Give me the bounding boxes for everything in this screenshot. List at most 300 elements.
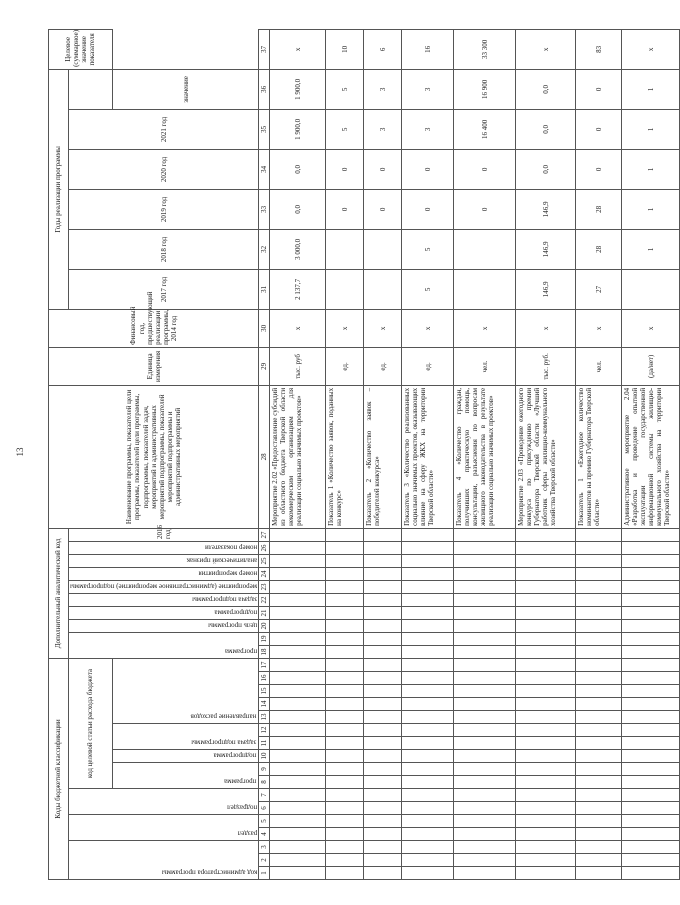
header-year-2019: 2019 год — [69, 189, 259, 229]
table-row — [364, 29, 402, 879]
row-year-value: 5 — [326, 69, 364, 109]
code-cell — [576, 672, 622, 685]
code-cell — [622, 763, 680, 776]
row-year-value: 0 — [326, 149, 364, 189]
column-number: 3 — [259, 841, 270, 854]
code-cell — [270, 606, 326, 619]
code-cell — [576, 658, 622, 671]
code-cell — [454, 658, 516, 671]
code-cell — [622, 541, 680, 554]
code-cell — [516, 567, 576, 580]
row-year-value: 2 137,7 — [270, 269, 326, 309]
code-cell — [326, 776, 364, 789]
code-cell — [516, 854, 576, 867]
code-cell — [622, 619, 680, 632]
code-cell — [516, 711, 576, 724]
code-cell — [576, 645, 622, 658]
header-budget-codes: Коды бюджетной классификации — [49, 658, 69, 879]
code-cell — [326, 750, 364, 763]
code-cell — [402, 737, 454, 750]
row-year-value: 0 — [364, 189, 402, 229]
row-unit: тыс. руб. — [516, 347, 576, 385]
code-cell — [454, 828, 516, 841]
code-cell — [454, 593, 516, 606]
header-nomer-meropriyatiya: номер мероприятия — [69, 567, 259, 580]
code-cell — [622, 854, 680, 867]
row-year-value: 5 — [402, 229, 454, 269]
row-year-value: 146,9 — [516, 229, 576, 269]
column-number: 10 — [259, 750, 270, 763]
program-table — [48, 29, 680, 880]
row-year-value: 28 — [576, 189, 622, 229]
code-cell — [516, 554, 576, 567]
header-year-2016: 2016 год — [69, 528, 259, 541]
code-cell — [454, 645, 516, 658]
code-cell — [622, 672, 680, 685]
header-edinica: Единица измерения — [49, 347, 259, 385]
code-cell — [364, 750, 402, 763]
table-row — [326, 29, 364, 879]
code-cell — [516, 606, 576, 619]
row-year-value: 0,0 — [270, 189, 326, 229]
column-number: 20 — [259, 619, 270, 632]
code-cell — [326, 854, 364, 867]
code-cell — [364, 645, 402, 658]
code-cell — [576, 815, 622, 828]
code-cell — [402, 580, 454, 593]
row-year-value — [454, 229, 516, 269]
column-number: 15 — [259, 685, 270, 698]
code-cell — [576, 698, 622, 711]
code-cell — [622, 685, 680, 698]
row-year-value: 1 — [622, 149, 680, 189]
code-cell — [364, 672, 402, 685]
code-cell — [576, 763, 622, 776]
row-year-value — [326, 229, 364, 269]
code-cell — [364, 802, 402, 815]
code-cell — [516, 776, 576, 789]
row-year-value — [454, 269, 516, 309]
row-year-value: 146,9 — [516, 269, 576, 309]
code-cell — [622, 828, 680, 841]
row-year-value: 0 — [576, 149, 622, 189]
code-cell — [326, 606, 364, 619]
column-number: 12 — [259, 724, 270, 737]
row-year-value: 0 — [364, 149, 402, 189]
code-cell — [454, 606, 516, 619]
code-cell — [576, 632, 622, 645]
column-number: 29 — [259, 347, 270, 385]
rotated-table-container — [48, 29, 672, 880]
row-year-value: 0,0 — [516, 109, 576, 149]
code-cell — [576, 580, 622, 593]
column-number: 22 — [259, 593, 270, 606]
code-cell — [516, 828, 576, 841]
row-year-value — [364, 269, 402, 309]
row-unit: тыс. руб — [270, 347, 326, 385]
code-cell — [326, 541, 364, 554]
code-cell — [622, 580, 680, 593]
row-total: х — [516, 29, 576, 69]
code-cell — [622, 632, 680, 645]
code-cell — [270, 593, 326, 606]
code-cell — [364, 763, 402, 776]
code-cell — [622, 724, 680, 737]
code-cell — [454, 724, 516, 737]
code-cell — [326, 645, 364, 658]
code-cell — [270, 619, 326, 632]
row-name: Мероприятие 2.03 «Проведение ежегодного конкурса по присуждению премии Губернатора Тверской области «Лучший работник сферы жилищно-коммунального хозяйства Тверской области» — [516, 385, 576, 528]
row-fin-year: х — [622, 309, 680, 347]
row-name: Показатель 1 «Количество заявок, поданных на конкурс» — [326, 385, 364, 528]
column-number: 18 — [259, 645, 270, 658]
code-cell — [402, 724, 454, 737]
column-number: 5 — [259, 815, 270, 828]
code-cell — [270, 763, 326, 776]
code-cell — [326, 802, 364, 815]
row-name: Административное мероприятие 2.04 «Разработка и проведение опытной эксплуатации государственной информационной системы жилищно-коммунального хозяйства на территории Тверской области» — [622, 385, 680, 528]
code-cell — [454, 528, 516, 541]
code-cell — [454, 554, 516, 567]
row-name: Показатель 2 «Количество заявок – победителей конкурса» — [364, 385, 402, 528]
code-cell — [364, 593, 402, 606]
code-cell — [364, 541, 402, 554]
code-cell — [364, 632, 402, 645]
table-row — [270, 29, 326, 879]
row-year-value: 0 — [576, 69, 622, 109]
code-cell — [364, 737, 402, 750]
code-cell — [364, 828, 402, 841]
column-number: 23 — [259, 580, 270, 593]
row-year-value: 3 — [364, 109, 402, 149]
code-cell — [576, 567, 622, 580]
code-cell — [270, 711, 326, 724]
column-number: 1 — [259, 867, 270, 880]
code-cell — [402, 867, 454, 880]
column-number: 36 — [259, 69, 270, 109]
code-cell — [516, 658, 576, 671]
code-cell — [326, 737, 364, 750]
code-cell — [364, 619, 402, 632]
column-number: 14 — [259, 698, 270, 711]
code-cell — [576, 802, 622, 815]
header-admin-code: код администратора программы — [69, 841, 259, 880]
code-cell — [454, 698, 516, 711]
code-cell — [622, 593, 680, 606]
code-cell — [326, 841, 364, 854]
code-cell — [402, 567, 454, 580]
row-year-value: 146,9 — [516, 189, 576, 229]
code-cell — [364, 606, 402, 619]
column-number: 33 — [259, 189, 270, 229]
row-fin-year: х — [326, 309, 364, 347]
row-unit: ед. — [364, 347, 402, 385]
code-cell — [402, 711, 454, 724]
column-number: 31 — [259, 269, 270, 309]
code-cell — [454, 841, 516, 854]
code-cell — [326, 580, 364, 593]
code-cell — [576, 854, 622, 867]
code-cell — [516, 750, 576, 763]
code-cell — [326, 632, 364, 645]
code-cell — [402, 841, 454, 854]
header-nomer-pokazatelya: номер показателя — [69, 541, 259, 554]
row-unit: ед. — [326, 347, 364, 385]
row-name: Показатель 3 «Количество реализованных социально значимых проектов, оказывающих влияние на сферу ЖКХ на территории Тверской области» — [402, 385, 454, 528]
code-cell — [516, 619, 576, 632]
code-cell — [326, 789, 364, 802]
column-number: 2 — [259, 854, 270, 867]
header-naimenovanie: Наименование программы, показателей цели программы, показателей цели программы, подпрограммы, показателей задач, мероприятий и административных мероприятий подпрограммы, показателей мероприятий подпрограммы и административных мероприятий — [49, 385, 259, 528]
code-cell — [402, 593, 454, 606]
code-cell — [326, 763, 364, 776]
code-cell — [516, 867, 576, 880]
code-cell — [326, 698, 364, 711]
column-number: 30 — [259, 309, 270, 347]
column-number: 26 — [259, 541, 270, 554]
column-number: 13 — [259, 711, 270, 724]
code-cell — [326, 711, 364, 724]
header-dop-code: Дополнительный аналитический код — [49, 528, 69, 658]
row-year-value: 1 — [622, 69, 680, 109]
code-cell — [454, 815, 516, 828]
code-cell — [454, 776, 516, 789]
code-cell — [270, 645, 326, 658]
column-number: 27 — [259, 528, 270, 541]
code-cell — [576, 554, 622, 567]
code-cell — [270, 528, 326, 541]
header-analiticheskiy: аналитический признак — [69, 554, 259, 567]
code-cell — [454, 567, 516, 580]
header-programma: программа — [112, 763, 258, 789]
code-cell — [622, 750, 680, 763]
code-cell — [576, 789, 622, 802]
row-unit: (да/нет) — [622, 347, 680, 385]
row-year-value: 3 — [364, 69, 402, 109]
code-cell — [576, 619, 622, 632]
code-cell — [622, 841, 680, 854]
column-number: 16 — [259, 672, 270, 685]
row-total: 83 — [576, 29, 622, 69]
code-cell — [364, 528, 402, 541]
code-cell — [622, 658, 680, 671]
code-cell — [576, 841, 622, 854]
row-year-value — [364, 229, 402, 269]
row-year-value: 0 — [454, 149, 516, 189]
code-cell — [516, 724, 576, 737]
code-cell — [576, 750, 622, 763]
code-cell — [576, 776, 622, 789]
code-cell — [576, 711, 622, 724]
row-fin-year: х — [402, 309, 454, 347]
code-cell — [364, 554, 402, 567]
header-meropriyatie: мероприятие (административное мероприятие) подпрограммы — [69, 580, 259, 593]
row-total: 16 — [402, 29, 454, 69]
header-cel-programmy: цель программы — [69, 619, 259, 632]
code-cell — [364, 685, 402, 698]
code-cell — [622, 528, 680, 541]
code-cell — [576, 737, 622, 750]
row-year-value: 0,0 — [516, 69, 576, 109]
table-row — [402, 29, 454, 879]
code-cell — [576, 606, 622, 619]
code-cell — [402, 632, 454, 645]
code-cell — [622, 776, 680, 789]
code-cell — [402, 554, 454, 567]
code-cell — [364, 867, 402, 880]
code-cell — [516, 645, 576, 658]
code-cell — [270, 698, 326, 711]
column-number: 28 — [259, 385, 270, 528]
code-cell — [270, 867, 326, 880]
code-cell — [576, 828, 622, 841]
code-cell — [402, 802, 454, 815]
header-podrazdel: подраздел — [69, 789, 259, 815]
row-year-value: 0,0 — [516, 149, 576, 189]
row-year-value: 0 — [576, 109, 622, 149]
code-cell — [516, 737, 576, 750]
row-unit: чел. — [454, 347, 516, 385]
code-cell — [364, 711, 402, 724]
code-cell — [454, 750, 516, 763]
code-cell — [516, 802, 576, 815]
column-number: 7 — [259, 789, 270, 802]
code-cell — [516, 789, 576, 802]
header-razdel: раздел — [69, 815, 259, 841]
row-year-value: 0 — [402, 189, 454, 229]
table-row — [622, 29, 680, 879]
header-year-2017: 2017 год — [69, 269, 259, 309]
code-cell — [270, 815, 326, 828]
code-cell — [454, 867, 516, 880]
row-year-value: 1 — [622, 189, 680, 229]
code-cell — [364, 658, 402, 671]
code-cell — [270, 658, 326, 671]
code-cell — [516, 841, 576, 854]
row-fin-year: х — [576, 309, 622, 347]
row-unit: чел. — [576, 347, 622, 385]
column-number: 11 — [259, 737, 270, 750]
code-cell — [516, 528, 576, 541]
code-cell — [402, 698, 454, 711]
code-cell — [516, 698, 576, 711]
code-cell — [270, 567, 326, 580]
code-cell — [402, 815, 454, 828]
code-cell — [326, 619, 364, 632]
row-name: Показатель 4 «Количество граждан, получивших практическую помощь, консультации, разъяснения по вопросам жилищного законодательства в результате реализации социально значимых проектов» — [454, 385, 516, 528]
code-cell — [270, 724, 326, 737]
column-number: 35 — [259, 109, 270, 149]
code-cell — [326, 724, 364, 737]
code-cell — [326, 672, 364, 685]
code-cell — [516, 593, 576, 606]
code-cell — [454, 802, 516, 815]
row-year-value: 1 900,0 — [270, 109, 326, 149]
column-number: 19 — [259, 632, 270, 645]
row-year-value — [622, 269, 680, 309]
code-cell — [454, 854, 516, 867]
code-cell — [270, 632, 326, 645]
code-cell — [454, 541, 516, 554]
row-year-value: 5 — [402, 269, 454, 309]
code-cell — [364, 580, 402, 593]
code-cell — [622, 815, 680, 828]
row-year-value: 1 900,0 — [270, 69, 326, 109]
code-cell — [576, 528, 622, 541]
code-cell — [516, 763, 576, 776]
row-year-value: 3 000,0 — [270, 229, 326, 269]
header-gody: Годы реализации программы — [49, 69, 69, 309]
column-number: 24 — [259, 567, 270, 580]
code-cell — [270, 802, 326, 815]
header-year-2020: 2020 год — [69, 149, 259, 189]
code-cell — [622, 645, 680, 658]
code-cell — [402, 763, 454, 776]
code-cell — [576, 541, 622, 554]
code-cell — [270, 750, 326, 763]
code-cell — [270, 685, 326, 698]
code-cell — [270, 737, 326, 750]
code-cell — [516, 672, 576, 685]
code-cell — [516, 580, 576, 593]
code-cell — [622, 867, 680, 880]
code-cell — [516, 632, 576, 645]
column-number: 32 — [259, 229, 270, 269]
code-cell — [576, 593, 622, 606]
header-itog: Целевое (суммарное) значение показателя — [49, 29, 113, 69]
code-cell — [576, 724, 622, 737]
code-cell — [364, 789, 402, 802]
code-cell — [402, 776, 454, 789]
row-year-value: 0 — [326, 189, 364, 229]
code-cell — [622, 737, 680, 750]
row-year-value: 16 400 — [454, 109, 516, 149]
row-year-value: 0,0 — [270, 149, 326, 189]
code-cell — [576, 867, 622, 880]
code-cell — [326, 554, 364, 567]
row-year-value: 3 — [402, 69, 454, 109]
code-cell — [364, 854, 402, 867]
header-finansovyy: Финансовый год, предшествующий реализации программы, 2014 год — [49, 309, 259, 347]
header-zadacha-podprogrammy: задача подпрограммы — [112, 724, 258, 750]
row-fin-year: х — [454, 309, 516, 347]
header-zadacha-podprogrammy2: задача подпрограммы — [69, 593, 259, 606]
table-row — [454, 29, 516, 879]
column-number: 37 — [259, 29, 270, 69]
code-cell — [402, 685, 454, 698]
row-year-value: 3 — [402, 109, 454, 149]
code-cell — [454, 737, 516, 750]
row-total: 33 300 — [454, 29, 516, 69]
row-total: х — [622, 29, 680, 69]
code-cell — [454, 672, 516, 685]
row-year-value: 28 — [576, 229, 622, 269]
column-number: 9 — [259, 763, 270, 776]
column-number: 25 — [259, 554, 270, 567]
column-number: 6 — [259, 802, 270, 815]
column-number-row — [259, 29, 270, 879]
code-cell — [270, 580, 326, 593]
code-cell — [402, 672, 454, 685]
code-cell — [622, 711, 680, 724]
code-cell — [326, 867, 364, 880]
column-number: 4 — [259, 828, 270, 841]
row-unit: ед. — [402, 347, 454, 385]
table-row — [576, 29, 622, 879]
code-cell — [364, 841, 402, 854]
column-number: 17 — [259, 658, 270, 671]
code-cell — [622, 606, 680, 619]
